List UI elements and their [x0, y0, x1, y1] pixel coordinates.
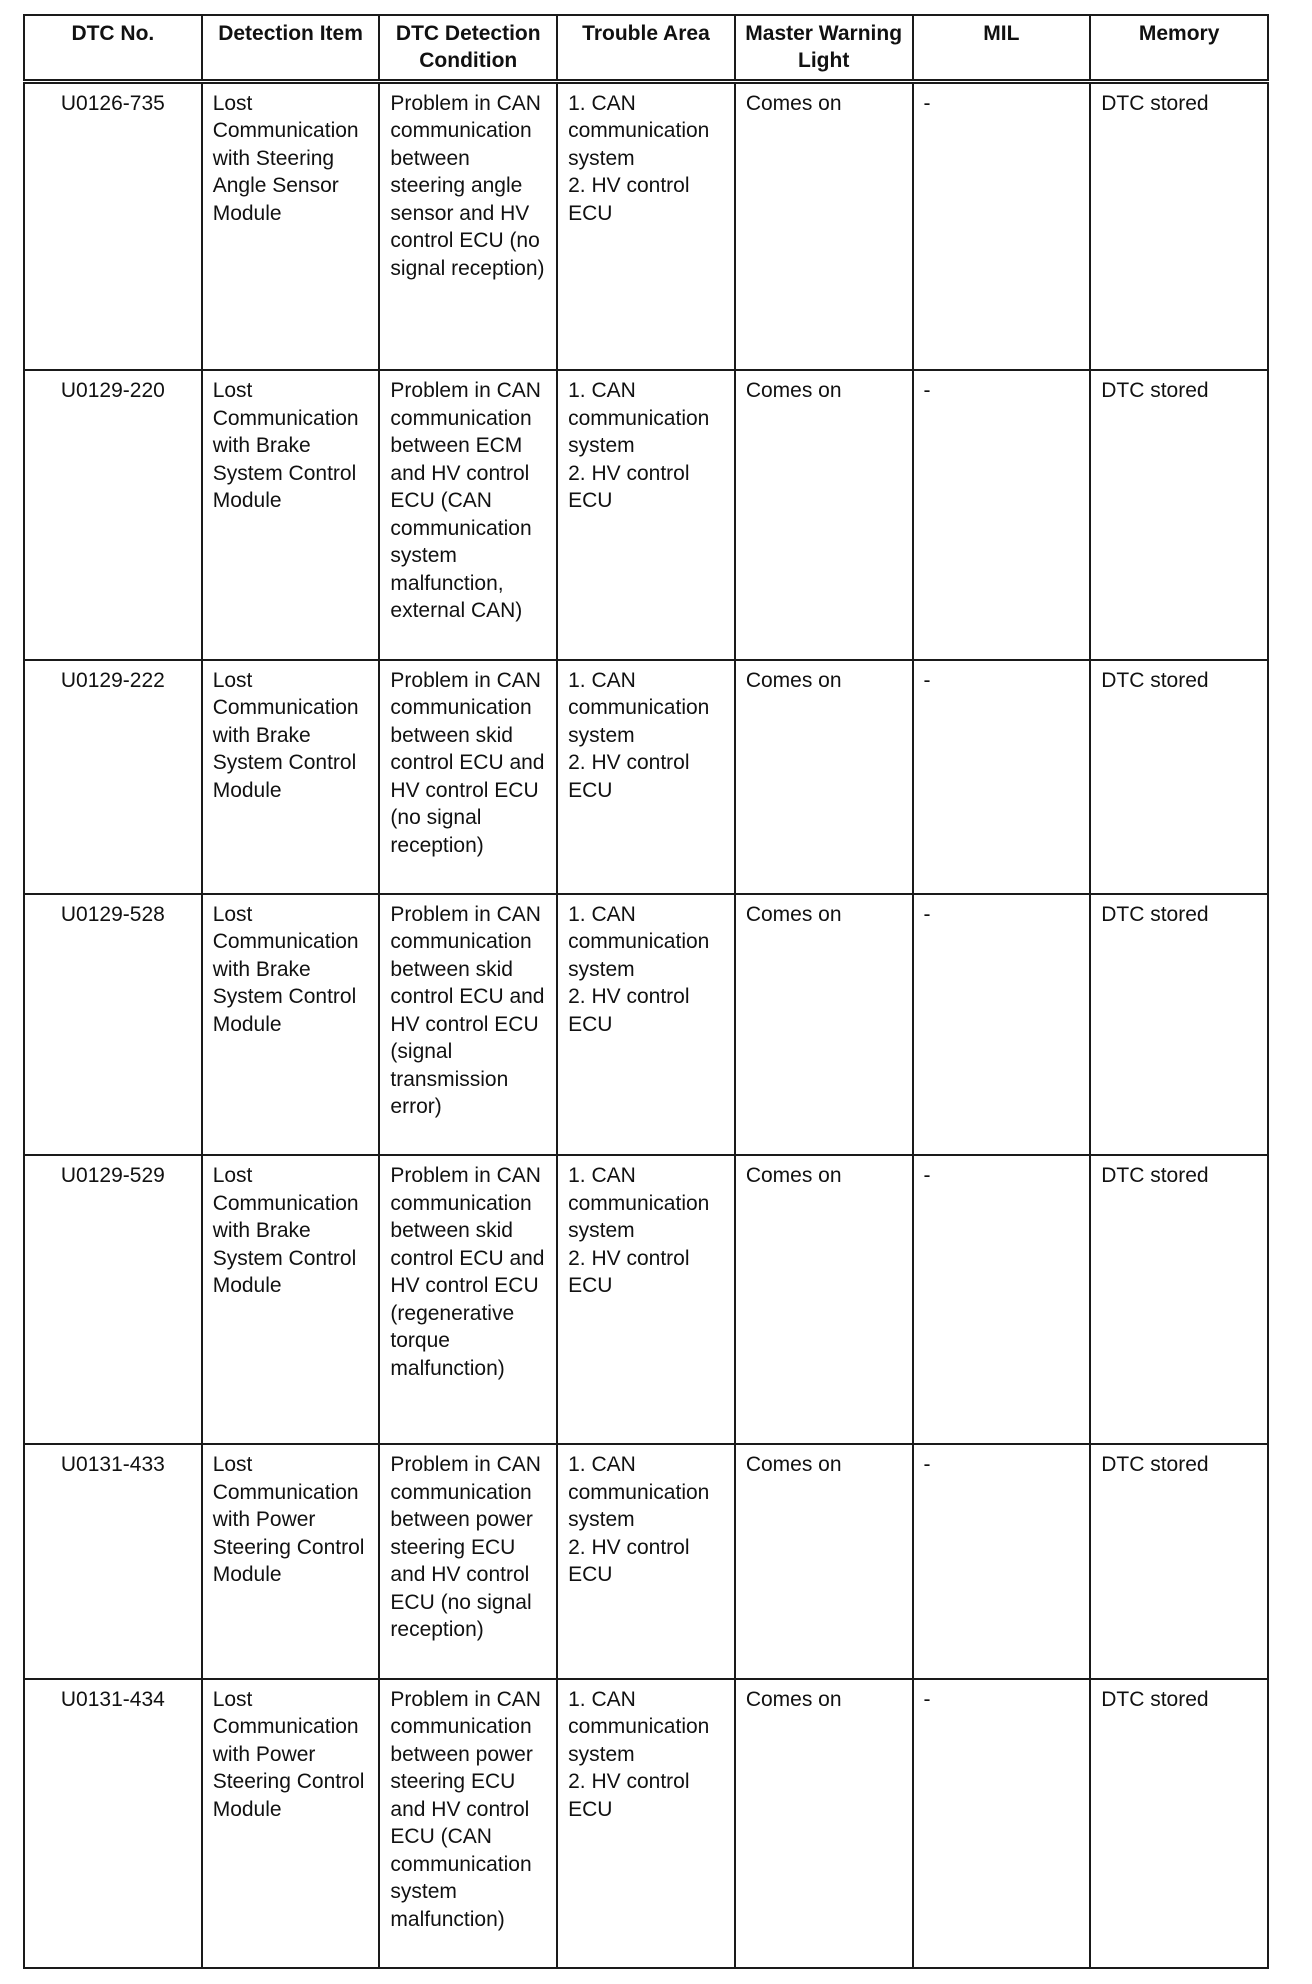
master-warning-cell: Comes on: [735, 894, 913, 1155]
header-detection-condition: DTC Detection Condition: [379, 15, 557, 81]
mil-cell: -: [913, 894, 1091, 1155]
trouble-area-text: 1. CAN communication system 2. HV control ECU: [568, 1164, 710, 1298]
mil-cell: -: [913, 81, 1091, 370]
mil-cell: -: [913, 1679, 1091, 1968]
trouble-area-text: 1. CAN communication system 2. HV control ECU: [568, 379, 710, 513]
dtc-number-cell: U0129-529: [24, 1155, 202, 1444]
trouble-area-cell: [557, 1679, 735, 1968]
trouble-area-text: 1. CAN communication system 2. HV control ECU: [568, 1687, 710, 1821]
detection-item-cell: Lost Communication with Brake System Control Module: [202, 660, 380, 894]
master-warning-cell: Comes on: [735, 1679, 913, 1968]
trouble-area-cell: [557, 894, 735, 1155]
table-row: [24, 81, 1268, 370]
dtc-number-cell: U0129-528: [24, 894, 202, 1155]
table-row: [24, 1444, 1268, 1678]
memory-cell: DTC stored: [1090, 370, 1268, 659]
memory-cell: DTC stored: [1090, 81, 1268, 370]
detection-condition-cell: Problem in CAN communication between skid control ECU and HV control ECU (regenerative torque malfunction): [379, 1155, 557, 1444]
mil-cell: -: [913, 1155, 1091, 1444]
table-header-row: [24, 15, 1268, 81]
table-row: [24, 894, 1268, 1155]
trouble-area-cell: [557, 81, 735, 370]
table-row: [24, 1155, 1268, 1444]
mil-cell: -: [913, 660, 1091, 894]
trouble-area-text: 1. CAN communication system 2. HV control ECU: [568, 902, 710, 1036]
detection-item-cell: Lost Communication with Brake System Control Module: [202, 370, 380, 659]
dtc-number-cell: U0131-433: [24, 1444, 202, 1678]
master-warning-cell: Comes on: [735, 660, 913, 894]
master-warning-cell: Comes on: [735, 1444, 913, 1678]
mil-cell: -: [913, 1444, 1091, 1678]
detection-condition-cell: Problem in CAN communication between power steering ECU and HV control ECU (CAN communication system malfunction): [379, 1679, 557, 1968]
master-warning-cell: Comes on: [735, 370, 913, 659]
detection-item-cell: Lost Communication with Brake System Control Module: [202, 1155, 380, 1444]
trouble-area-cell: [557, 1155, 735, 1444]
memory-cell: DTC stored: [1090, 1155, 1268, 1444]
detection-item-cell: Lost Communication with Power Steering Control Module: [202, 1679, 380, 1968]
mil-cell: -: [913, 370, 1091, 659]
memory-cell: DTC stored: [1090, 1444, 1268, 1678]
trouble-area-cell: [557, 660, 735, 894]
trouble-area-cell: [557, 1444, 735, 1678]
header-memory: Memory: [1090, 15, 1268, 81]
memory-cell: DTC stored: [1090, 660, 1268, 894]
detection-condition-cell: Problem in CAN communication between ECM and HV control ECU (CAN communication system malfunction, external CAN): [379, 370, 557, 659]
detection-item-cell: Lost Communication with Brake System Control Module: [202, 894, 380, 1155]
trouble-area-text: 1. CAN communication system 2. HV control ECU: [568, 1453, 710, 1587]
detection-item-cell: Lost Communication with Steering Angle Sensor Module: [202, 81, 380, 370]
detection-condition-cell: Problem in CAN communication between power steering ECU and HV control ECU (no signal reception): [379, 1444, 557, 1678]
detection-condition-cell: Problem in CAN communication between skid control ECU and HV control ECU (signal transmission error): [379, 894, 557, 1155]
memory-cell: DTC stored: [1090, 894, 1268, 1155]
memory-cell: DTC stored: [1090, 1679, 1268, 1968]
trouble-area-text: 1. CAN communication system 2. HV control ECU: [568, 668, 710, 802]
dtc-number-cell: U0129-222: [24, 660, 202, 894]
trouble-area-cell: [557, 370, 735, 659]
dtc-number-cell: U0129-220: [24, 370, 202, 659]
master-warning-cell: Comes on: [735, 81, 913, 370]
header-dtc-no: DTC No.: [24, 15, 202, 81]
master-warning-cell: Comes on: [735, 1155, 913, 1444]
trouble-area-text: 1. CAN communication system 2. HV control ECU: [568, 91, 710, 225]
dtc-number-cell: U0126-735: [24, 81, 202, 370]
detection-condition-cell: Problem in CAN communication between steering angle sensor and HV control ECU (no signal reception): [379, 81, 557, 370]
header-detection-item: Detection Item: [202, 15, 380, 81]
table-row: [24, 1679, 1268, 1968]
header-mil: MIL: [913, 15, 1091, 81]
header-trouble-area: Trouble Area: [557, 15, 735, 81]
dtc-number-cell: U0131-434: [24, 1679, 202, 1968]
header-master-warning-light: Master Warning Light: [735, 15, 913, 81]
dtc-table: [23, 14, 1269, 1969]
detection-item-cell: Lost Communication with Power Steering Control Module: [202, 1444, 380, 1678]
table-row: [24, 660, 1268, 894]
table-row: [24, 370, 1268, 659]
detection-condition-cell: Problem in CAN communication between skid control ECU and HV control ECU (no signal reception): [379, 660, 557, 894]
